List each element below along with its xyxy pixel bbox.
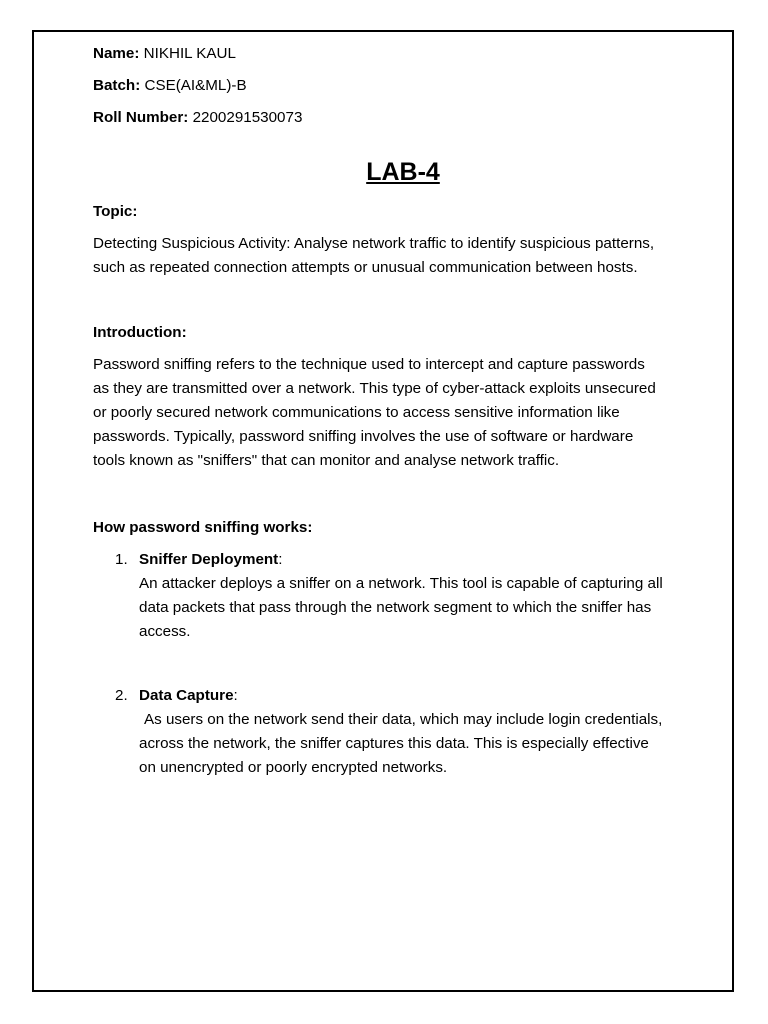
topic-text: Detecting Suspicious Activity: Analyse network traffic to identify suspicious patterns, such as repeated connection attempts or unusual communication between hosts.	[93, 235, 655, 276]
batch-field	[93, 74, 663, 98]
list-item-text: As users on the network send their data, which may include login credentials, across the network, the sniffer captures this data. This is especially effective on unencrypted or poorly encrypted networks.	[139, 711, 663, 776]
introduction-text: Password sniffing refers to the technique used to intercept and capture passwords as they are transmitted over a network. This type of cyber-attack exploits unsecured or poorly secured network communications to access sensitive information like passwords. Typically, password sniffing involves the use of software or hardware tools known as "sniffers" that can monitor and analyse network traffic.	[93, 356, 656, 469]
name-value: NIKHIL KAUL	[143, 45, 236, 62]
list-item-number: 2.	[115, 687, 128, 704]
list-item-colon: :	[278, 551, 283, 568]
roll-number-field	[93, 106, 663, 130]
list-item	[93, 548, 663, 644]
name-field	[93, 42, 663, 66]
list-item-text: An attacker deploys a sniffer on a network. This tool is capable of capturing all data packets that pass through the network segment to which the sniffer has access.	[139, 575, 663, 640]
list-item-number: 1.	[115, 551, 128, 568]
list-item	[93, 684, 663, 780]
batch-value: CSE(AI&ML)-B	[144, 77, 247, 94]
list-item-title: Data Capture	[139, 687, 234, 704]
list-item-colon: :	[233, 687, 238, 704]
introduction-heading: Introduction:	[93, 324, 187, 341]
name-label: Name:	[93, 45, 140, 62]
list-item-title: Sniffer Deployment	[139, 551, 279, 568]
roll-number-label: Roll Number:	[93, 109, 189, 126]
batch-label: Batch:	[93, 77, 141, 94]
how-it-works-heading: How password sniffing works:	[93, 519, 313, 536]
document-body	[93, 42, 663, 780]
roll-number-value: 2200291530073	[192, 109, 303, 126]
page-title: LAB-4	[366, 158, 440, 186]
steps-list	[93, 548, 663, 780]
topic-heading: Topic:	[93, 203, 138, 220]
